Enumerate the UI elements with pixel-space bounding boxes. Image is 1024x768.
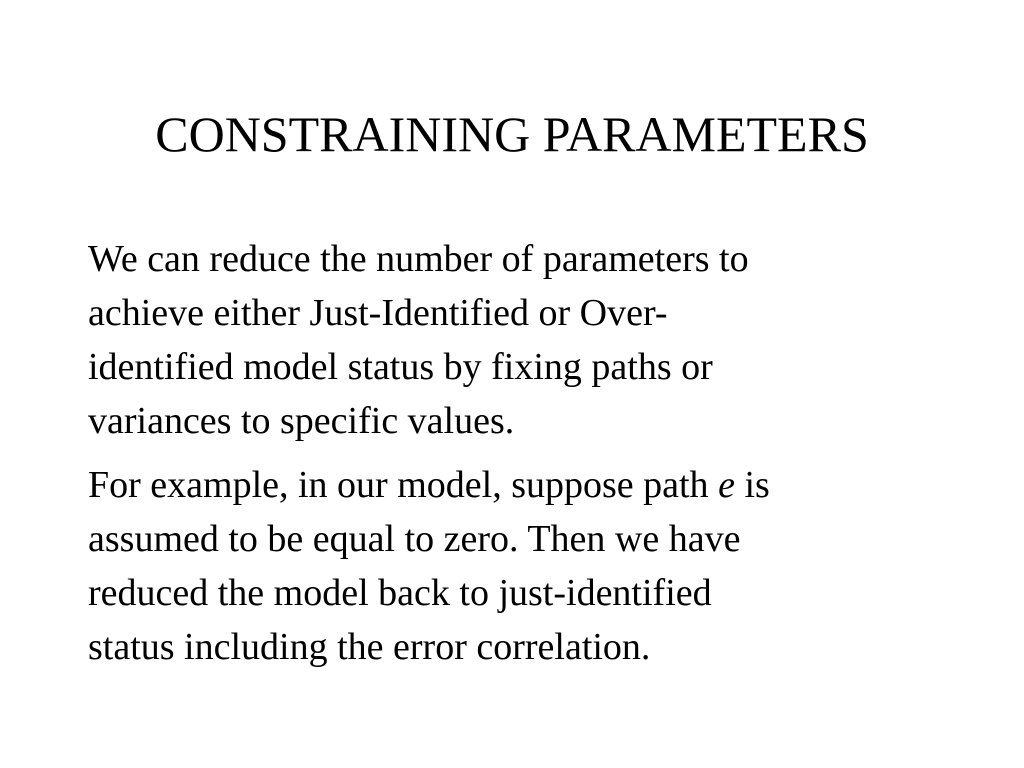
paragraph-line: identified model status by fixing paths or xyxy=(88,346,713,388)
paragraph-line: achieve either Just-Identified or Over- xyxy=(88,292,668,334)
paragraph-line-post: is xyxy=(734,464,770,506)
paragraph-1 xyxy=(88,232,968,448)
paragraph-line: status including the error correlation. xyxy=(88,626,651,668)
paragraph-line: assumed to be equal to zero. Then we have xyxy=(88,518,741,560)
paragraph-line: variances to specific values. xyxy=(88,400,515,442)
path-variable: e xyxy=(718,464,735,506)
slide-title: CONSTRAINING PARAMETERS xyxy=(155,106,869,162)
paragraph-line-first xyxy=(88,458,968,512)
paragraph-line: reduced the model back to just-identified xyxy=(88,572,712,614)
slide-body xyxy=(88,232,968,684)
paragraph-line-pre: For example, in our model, suppose path xyxy=(88,464,719,506)
paragraph-line: We can reduce the number of parameters to xyxy=(88,238,749,280)
paragraph-2 xyxy=(88,458,968,674)
